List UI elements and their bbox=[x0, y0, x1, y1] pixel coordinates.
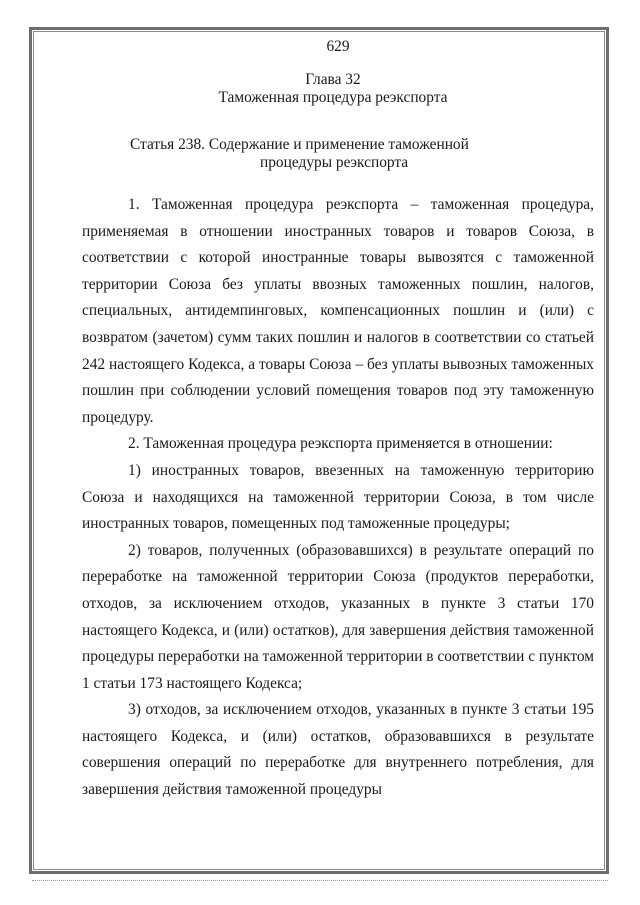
article-heading bbox=[130, 136, 594, 172]
chapter-title: Глава 32 bbox=[305, 71, 361, 88]
article-title-line1: Статья 238. Содержание и применение таможенной bbox=[130, 136, 469, 153]
paragraph-2-item-1: 1) иностранных товаров, ввезенных на таможенную территорию Союза и находящихся на таможенной территории Союза, в том числе иностранных товаров, помещенных под таможенные процедуры; bbox=[82, 461, 594, 533]
bottom-dotted-rule bbox=[32, 880, 608, 883]
chapter-subtitle: Таможенная процедура реэкспорта bbox=[218, 89, 448, 106]
chapter-heading bbox=[72, 71, 594, 107]
article-title-line2: процедуры реэкспорта bbox=[260, 154, 409, 171]
paragraph-2-item-3: 3) отходов, за исключением отходов, указанных в пункте 3 статьи 195 настоящего Кодекса, и (или) остатков, образовавшихся в результате совершения операций по переработке для внутреннего потребления, для завершения действия таможенной процедуры bbox=[82, 701, 594, 799]
paragraph-1: 1. Таможенная процедура реэкспорта – таможенная процедура, применяемая в отношении иностранных товаров и товаров Союза, в соответствии с которой иностранные товары вывозятся с таможенной территории Союза без уплаты ввозных таможенных пошлин, налогов, специальных, антидемпинговых, компенсационных пошлин и (или) с возвратом (зачетом) сумм таких пошлин и налогов в соответствии со статьей 242 настоящего Кодекса, а товары Союза – без уплаты вывозных таможенных пошлин при соблюдении условий помещения товаров под эту таможенную процедуру. bbox=[82, 196, 594, 426]
paragraph-2: 2. Таможенная процедура реэкспорта применяется в отношении: bbox=[128, 435, 553, 453]
paragraph-2-item-2: 2) товаров, полученных (образовавшихся) в результате операций по переработке на таможенной территории Союза (продуктов переработки, отходов, за исключением отходов, указанных в пункте 3 статьи 170 настоящего Кодекса, и (или) остатков), для завершения действия таможенной процедуры переработки на таможенной территории в соответствии с пунктом 1 статьи 173 настоящего Кодекса; bbox=[82, 541, 594, 692]
document-page bbox=[82, 38, 594, 804]
page-number: 629 bbox=[326, 38, 350, 55]
article-body bbox=[82, 192, 594, 804]
